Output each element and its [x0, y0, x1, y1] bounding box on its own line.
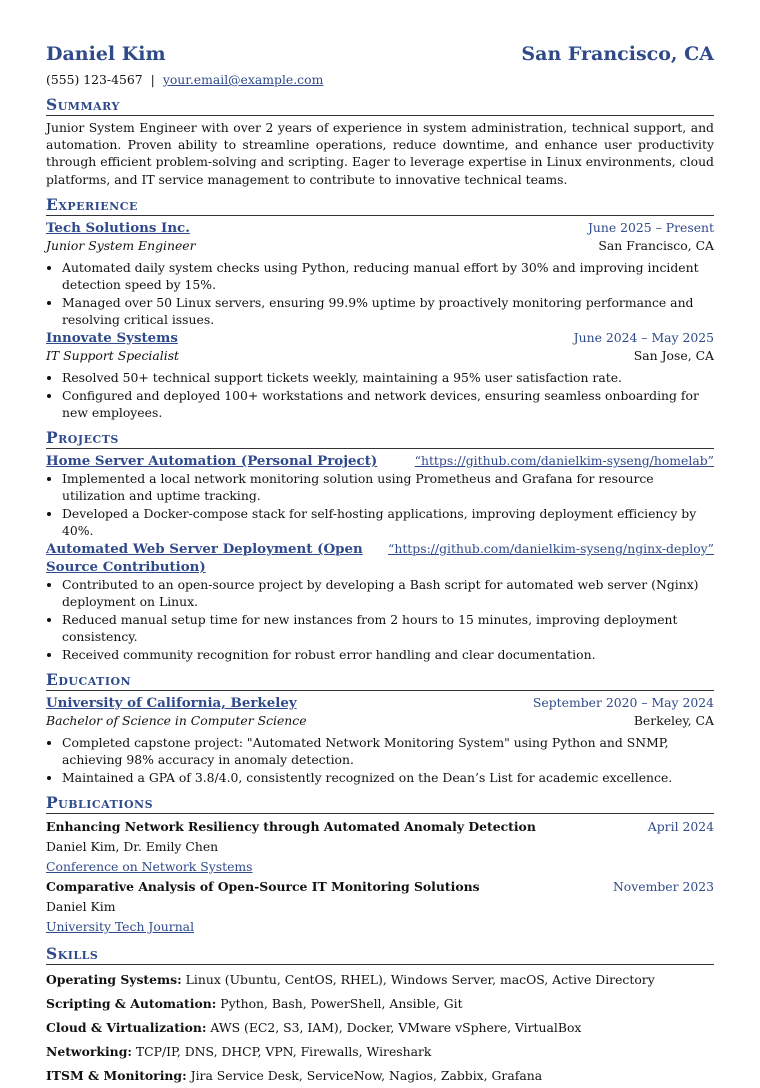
project-entry [46, 452, 714, 539]
bullet-item: • Completed capstone project: "Automated Network Monitoring System" using Python and SNMP, achieving 98% accuracy in anomaly detection. [62, 734, 714, 768]
school-link[interactable]: University of California, Berkeley [46, 694, 297, 711]
bullet-item: • Received community recognition for robust error handling and clear documentation. [62, 646, 714, 663]
skill-row [46, 1040, 714, 1064]
section-title-education: Education [46, 671, 714, 691]
section-title-projects: Projects [46, 429, 714, 449]
summary-text: Junior System Engineer with over 2 years of experience in system administration, technical support, and automation. Proven ability to streamline operations, reduce downtime, and enhance user productivity through efficient problem-solving and scripting. Eager to leverage expertise in Linux environments, cloud platforms, and IT service management to contribute to innovative technical teams. [46, 120, 714, 187]
resume-header [46, 42, 714, 66]
publication-venue-link[interactable]: Conference on Network Systems [46, 858, 253, 874]
degree: Bachelor of Science in Computer Science [46, 712, 307, 728]
skill-value: Linux (Ubuntu, CentOS, RHEL), Windows Server, macOS, Active Directory [185, 971, 655, 987]
email-link[interactable]: your.email@example.com [162, 72, 324, 87]
job-title: Junior System Engineer [46, 237, 196, 253]
project-title-link[interactable]: Home Server Automation (Personal Project) [46, 452, 378, 469]
skill-row [46, 1064, 714, 1088]
publication-authors: Daniel Kim, Dr. Emily Chen [46, 838, 219, 854]
bullet-list [46, 369, 714, 421]
publication-authors: Daniel Kim [46, 898, 116, 914]
education-dates: September 2020 – May 2024 [532, 694, 714, 710]
skill-label: Operating Systems: [46, 971, 182, 987]
skill-row [46, 992, 714, 1016]
publication-entry [46, 877, 714, 937]
bullet-list [46, 470, 714, 539]
bullet-list [46, 576, 714, 663]
project-title-link[interactable]: Automated Web Server Deployment (Open Source Contribution) [46, 540, 363, 575]
bullet-item: • Developed a Docker-compose stack for self-hosting applications, improving deployment efficiency by 40%. [62, 505, 714, 539]
skill-label: Scripting & Automation: [46, 995, 217, 1011]
employment-dates: June 2024 – May 2025 [573, 329, 714, 345]
skill-value: Jira Service Desk, ServiceNow, Nagios, Zabbix, Grafana [190, 1067, 543, 1083]
bullet-item: • Resolved 50+ technical support tickets weekly, maintaining a 95% user satisfaction rate. [62, 369, 714, 386]
bullet-item: • Contributed to an open-source project by developing a Bash script for automated web server (Nginx) deployment on Linux. [62, 576, 714, 610]
skills-list [46, 968, 714, 1088]
phone-number: (555) 123-4567 [46, 72, 143, 87]
project-repo-link[interactable]: “https://github.com/danielkim-syseng/homelab” [414, 452, 714, 468]
skill-label: Cloud & Virtualization: [46, 1019, 207, 1035]
bullet-item: • Implemented a local network monitoring solution using Prometheus and Grafana for resource utilization and uptime tracking. [62, 470, 714, 504]
project-repo-link[interactable]: “https://github.com/danielkim-syseng/nginx-deploy” [388, 540, 714, 556]
skill-label: ITSM & Monitoring: [46, 1067, 187, 1083]
publication-date: November 2023 [612, 878, 714, 894]
job-location: San Francisco, CA [598, 237, 714, 253]
skill-row [46, 968, 714, 992]
employment-dates: June 2025 – Present [587, 219, 714, 235]
bullet-item: • Reduced manual setup time for new instances from 2 hours to 15 minutes, improving deployment consistency. [62, 611, 714, 645]
skill-value: AWS (EC2, S3, IAM), Docker, VMware vSphere, VirtualBox [210, 1019, 582, 1035]
bullet-item: • Automated daily system checks using Python, reducing manual effort by 30% and improving incident detection speed by 15%. [62, 259, 714, 293]
bullet-item: • Configured and deployed 100+ workstations and network devices, ensuring seamless onboarding for new employees. [62, 387, 714, 421]
bullet-item: • Managed over 50 Linux servers, ensuring 99.9% uptime by proactively monitoring performance and resolving critical issues. [62, 294, 714, 328]
contact-separator: | [150, 72, 155, 87]
publication-date: April 2024 [647, 818, 714, 834]
skill-value: Python, Bash, PowerShell, Ansible, Git [220, 995, 463, 1011]
bullet-list [46, 259, 714, 328]
bullet-list [46, 734, 714, 786]
employer-link[interactable]: Tech Solutions Inc. [46, 219, 190, 236]
candidate-name: Daniel Kim [46, 43, 166, 65]
publication-venue-link[interactable]: University Tech Journal [46, 918, 195, 934]
section-title-experience: Experience [46, 196, 714, 216]
contact-line [46, 71, 714, 88]
candidate-location: San Francisco, CA [521, 43, 714, 65]
publication-title: Enhancing Network Resiliency through Automated Anomaly Detection [46, 818, 536, 834]
skill-label: Networking: [46, 1043, 132, 1059]
section-title-skills: Skills [46, 945, 714, 965]
employer-link[interactable]: Innovate Systems [46, 329, 178, 346]
experience-entry [46, 219, 714, 328]
publication-entry [46, 817, 714, 877]
school-location: Berkeley, CA [633, 712, 714, 728]
experience-entry [46, 329, 714, 421]
education-entry [46, 694, 714, 786]
publication-title: Comparative Analysis of Open-Source IT Monitoring Solutions [46, 878, 480, 894]
job-title: IT Support Specialist [46, 347, 180, 363]
project-entry [46, 540, 714, 663]
skill-value: TCP/IP, DNS, DHCP, VPN, Firewalls, Wireshark [135, 1043, 432, 1059]
bullet-item: • Maintained a GPA of 3.8/4.0, consistently recognized on the Dean’s List for academic excellence. [62, 769, 714, 786]
section-title-summary: Summary [46, 96, 714, 116]
job-location: San Jose, CA [633, 347, 714, 363]
skill-row [46, 1016, 714, 1040]
section-title-publications: Publications [46, 794, 714, 814]
